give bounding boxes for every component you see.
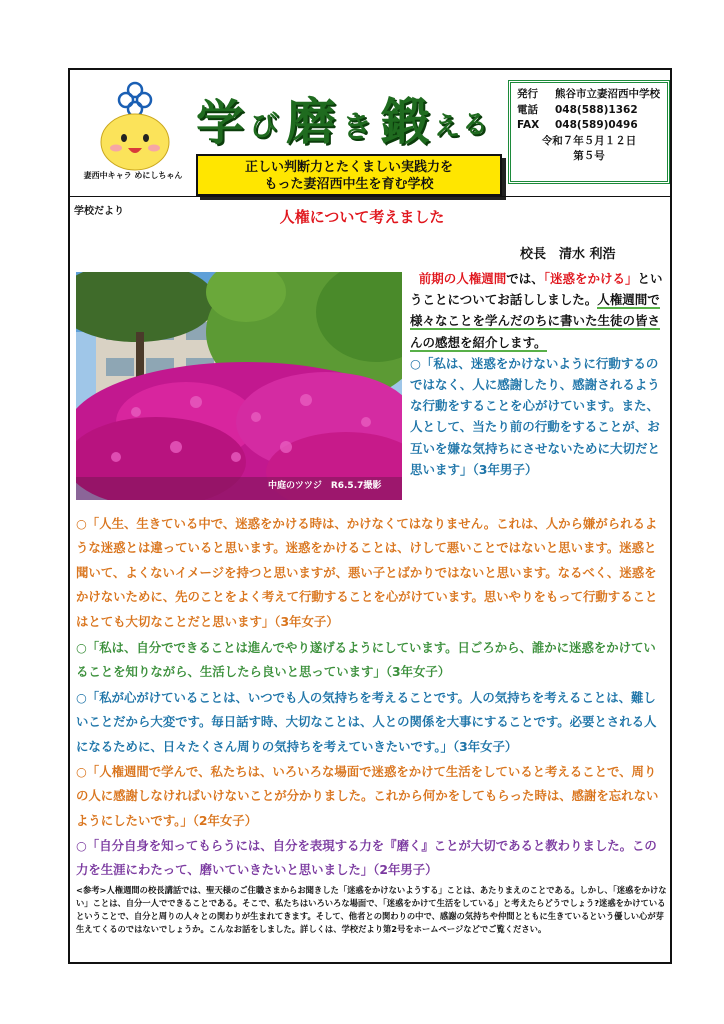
phone-value: 048(588)1362	[555, 103, 638, 116]
reference-note: <参考>人権週間の校長講話では、聖天様のご住職さまからお聞きした「迷惑をかけないようする」ことは、あたりまえのことである。しかし、「迷惑をかけない」ことは、自分一人でできることである。そこで、私たちはいろいろな場面で、「迷惑をかけて生活をしている」と考えたらどうでしょう?迷惑をかけているということで、自分と周りの人々との関わりが生まれてきます。そして、他者との関わりの中で、感謝の気持ちや仲間とともに生きているという優しい心が芽生えてくるのではないでしょうか。こんなお話をしました。詳しくは、学校だより第2号をホームページなどでご覧ください。	[76, 885, 667, 934]
issue-date: 令和７年５月１２日	[541, 134, 637, 147]
mascot-caption: 妻西中キャラ めにしちゃん	[83, 171, 183, 180]
fax-row	[517, 118, 661, 134]
article-author: 校長 清水 利浩	[520, 247, 616, 262]
header-divider	[68, 196, 672, 197]
article-title: 人権について考えました	[279, 208, 445, 226]
masthead-char: び	[250, 109, 279, 142]
intro-highlight-week: 前期の人権週間	[418, 271, 507, 286]
issue-number: 第５号	[573, 150, 605, 162]
photo-caption: 中庭のツツジ R6.5.7撮影	[268, 481, 382, 491]
masthead-char: え	[434, 112, 461, 142]
student-comment: ○「私が心がけていることは、いつでも人の気持ちを考えることです。人の気持ちを考えることは、難しいことだから大変です。毎日話す時、大切なことは、人との関係を大事にすることです。必要とされる人になるために、日々たくさん周りの気持ちを考えていきたいです。」（3年女子）	[76, 690, 657, 754]
student-comment: ○「人生、生きている中で、迷惑をかける時は、かけなくてはなりません。これは、人から嫌がられるような迷惑とは違っていると思います。迷惑をかけることは、けして悪いことではないと思います。迷惑と聞いて、よくないイメージを持つと思いますが、悪い子とばかりではないと思います。なるべく、迷惑をかけないために、先のことをよく考えて行動することを心がけています。思いやりをもって行動することはとても大切なことだと思います」（3年女子）	[76, 516, 658, 629]
masthead-char: 磨	[286, 92, 336, 151]
masthead-char: る	[462, 110, 489, 140]
intro-text-3: 人権週間で様々なことを学んだのちに書いた生徒の皆さんの感想を紹介します。	[410, 292, 661, 350]
student-comment: ○「私は、自分でできることは進んでやり遂げるようにしています。日ごろから、誰かに迷惑をかけていることを知りながら、生活したら良いと思っています」（3年女子）	[76, 640, 656, 680]
student-comment: ○「人権週間で学んで、私たちは、いろいろな場面で迷惑をかけて生活をしていると考えることで、周りの人に感謝しなければいけないことが分かりました。これから何かをしてもらった時は、感謝を忘れないようにしたいです。」（2年女子）	[76, 764, 659, 828]
phone-row	[517, 103, 661, 119]
fax-value: 048(589)0496	[555, 119, 638, 131]
publisher-label: 発行	[517, 88, 538, 100]
publisher-value: 熊谷市立妻沼西中学校	[555, 88, 660, 100]
publisher-info-box	[508, 80, 670, 184]
intro-text	[410, 268, 668, 480]
section-label: 学校だより	[74, 206, 124, 217]
student-comment: ○「私は、迷惑をかけないように行動するのではなく、人に感謝したり、感謝されるような行動をすることを心がけています。また、人として、当たり前の行動をすることが、お互いを嫌な気持ちにさせないために大切だと思います」（3年男子）	[410, 355, 661, 477]
tagline-line-1: 正しい判断力とたくましい実践力を	[244, 160, 453, 175]
student-comment: ○「自分自身を知ってもらうには、自分を表現する力を『磨く』ことが大切であると教わりました。この力を生涯にわたって、磨いていきたいと思いました」（2年男子）	[76, 838, 657, 878]
intro-text-2: ということについてお話ししました。	[410, 271, 663, 308]
phone-label: 電話	[517, 103, 538, 116]
fax-label: FAX	[517, 119, 540, 131]
masthead-char: き	[342, 110, 372, 145]
mascot-image	[90, 80, 180, 172]
publisher-row	[517, 87, 661, 103]
masthead-char: 学	[196, 95, 245, 151]
masthead-char: 鍛	[380, 92, 430, 151]
masthead-logo	[190, 78, 490, 158]
intro-text-1: では、	[506, 271, 544, 286]
intro-highlight-meiwaku: 「迷惑をかける」	[543, 271, 638, 286]
tagline-line-2: もった妻沼西中生を育む学校	[264, 177, 434, 192]
azalea-photo	[76, 272, 402, 500]
school-tagline	[196, 154, 502, 196]
